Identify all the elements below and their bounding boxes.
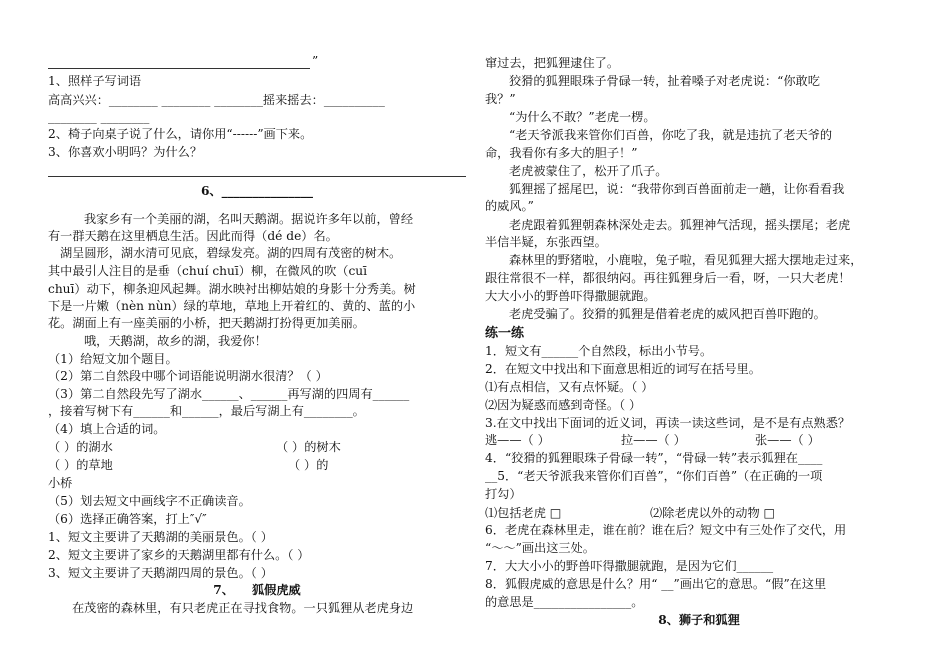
exercise-3-item-2: 拉——（ ） <box>621 433 686 447</box>
exercise-4: 4．“狡猾的狐狸眼珠子骨碌一转”，“骨碌一转”表示狐狸在____ <box>485 451 823 465</box>
section-6-question: （3）第二自然段先写了湖水______、______再写湖的四周有______ <box>48 387 410 401</box>
exercise-2-item-1: ⑴有点相信，又有点怀疑。（ ） <box>485 380 654 394</box>
paragraph-line: 其中最引人注目的是垂（chuí chuī）柳，在微风的吹（cuī <box>48 264 368 278</box>
question-3: 3、你喜欢小明吗？为什么？ <box>48 145 203 159</box>
fill-blank-grass: （ ）的草地 <box>48 458 113 472</box>
exercise-3: 3.在文中找出下面词的近义词，再读一读这些词，是不是有点熟悉？ <box>485 416 851 430</box>
divider <box>48 68 310 69</box>
exercise-5-option-1: ⑴包括老虎 □ <box>485 506 562 520</box>
exercise-2: 2．在短文中找出和下面意思相近的词写在括号里。 <box>485 362 761 376</box>
section-7-title <box>48 582 466 599</box>
exercise-5: __5．“老天爷派我来管你们百兽”，“你们百兽”（在正确的一项 <box>485 469 823 483</box>
fill-blank-lake: （ ）的湖水 <box>48 440 113 454</box>
question-1-line-2: ________ ________ <box>48 110 150 124</box>
story-line: 的威风。” <box>485 199 534 213</box>
fill-blank-trees: （ ）的树木 <box>276 440 341 454</box>
fill-blank-bridge: （ ）的 <box>288 458 329 472</box>
choice-option: 3、短文主要讲了天鹅湖四周的景色。（ ） <box>48 566 273 580</box>
paragraph-line: 我家乡有一个美丽的湖，名叫天鹅湖。据说许多年以前，曾经 <box>84 212 414 226</box>
section-6-title: 6、_______________ <box>200 184 314 198</box>
story-line: 命，我看你有多大的胆子！” <box>485 146 638 160</box>
question-2: 2、椅子向桌子说了什么，请你用“------”画下来。 <box>48 127 313 141</box>
story-line: 老虎跟着狐狸朝森林深处走去。狐狸神气活现，摇头摆尾；老虎 <box>509 218 851 232</box>
story-line: 窜过去，把狐狸逮住了。 <box>485 56 620 70</box>
story-line: “老天爷派我来管你们百兽，你吃了我，就是违抗了老天爷的 <box>509 128 833 142</box>
section-6-question: （2）第二自然段中哪个词语能说明湖水很清？（ ） <box>48 369 328 383</box>
paragraph-line: 湖呈圆形，湖水清可见底，碧绿发亮。湖的四周有茂密的树木。 <box>60 246 402 260</box>
exercise-1: 1．短文有______个自然段，标出小节号。 <box>485 344 713 358</box>
choice-option: 1、短文主要讲了天鹅湖的美丽景色。（ ） <box>48 530 273 544</box>
section-6-question: （5）划去短文中画线字不正确读音。 <box>48 494 251 508</box>
exercise-6: 6．老虎在森林里走，谁在前？谁在后？短文中有三处作了交代，用 <box>485 523 847 537</box>
exercise-5-option-2: ⑵除老虎以外的动物 □ <box>650 506 776 520</box>
story-line: 老虎被蒙住了，松开了爪子。 <box>509 164 668 178</box>
paragraph-line: 花。湖面上有一座美丽的小桥，把天鹅湖打扮得更加美丽。 <box>48 316 365 330</box>
story-line: 森林里的野猪啦，小鹿啦，兔子啦，看见狐狸大摇大摆地走过来， <box>509 253 863 267</box>
story-line: 老虎受骗了。狡猾的狐狸是借着老虎的威风把百兽吓跑的。 <box>509 307 826 321</box>
paragraph-line: chuī）动下，柳条迎风起舞。湖水映衬出柳姑娘的身影十分秀美。树 <box>48 282 416 296</box>
fill-blank-bridge-end: 小桥 <box>48 476 73 490</box>
closing-quote: ” <box>312 54 319 68</box>
story-line: 我？” <box>485 92 516 106</box>
paragraph-line: 下是一片嫩（nèn nùn）绿的草地，草地上开着红的、黄的、蓝的小 <box>48 299 416 313</box>
section-6-question: （1）给短文加个题目。 <box>48 352 178 366</box>
section-6-question: （4）填上合适的词。 <box>48 422 166 436</box>
section-8-title: 8、狮子和狐狸 <box>658 613 740 627</box>
section-7-name: 狐假虎威 <box>251 583 301 597</box>
exercise-8: 8．狐假虎威的意思是什么？用“ __”画出它的意思。“假”在这里 <box>485 577 827 591</box>
practice-heading: 练一练 <box>485 326 525 341</box>
paragraph-line: 在茂密的森林里，有只老虎正在寻找食物。一只狐狸从老虎身边 <box>72 601 414 615</box>
exercise-3-item-3: 张——（ ） <box>755 433 820 447</box>
story-line: 狐狸摇了摇尾巴，说：“我带你到百兽面前走一趟，让你看看我 <box>509 182 845 196</box>
exercise-3-item-1: 逃——（ ） <box>485 433 550 447</box>
paragraph-line: 有一群天鹅在这里栖息生活。因此而得（dé de）名。 <box>48 229 338 243</box>
divider <box>48 176 466 177</box>
exercise-5-cont: 打勾） <box>485 487 522 501</box>
story-line: 大大小小的野兽吓得撒腿就跑。 <box>485 289 656 303</box>
choice-option: 2、短文主要讲了家乡的天鹅湖里都有什么。（ ） <box>48 548 310 562</box>
exercise-2-item-2: ⑵因为疑惑而感到奇怪。（ ） <box>485 398 642 412</box>
question-1: 1、照样子写词语 <box>48 74 142 88</box>
story-line: 狡猾的狐狸眼珠子骨碌一转，扯着嗓子对老虎说：“你敢吃 <box>509 74 820 88</box>
story-line: 跟往常很不一样，都很纳闷。再往狐狸身后一看，呀，一只大老虎！ <box>485 271 851 285</box>
section-7-number: 7、 <box>213 583 234 597</box>
story-line: 半信半疑，东张西望。 <box>485 235 607 249</box>
question-1-line-1: 高高兴兴：________ ________ ________摇来摇去：__________ <box>48 93 385 107</box>
exercise-6-cont: “～～”画出这三处。 <box>485 541 595 555</box>
exercise-7: 7．大大小小的野兽吓得撒腿就跑，是因为它们______ <box>485 559 774 573</box>
exercise-8-cont: 的意思是________________。 <box>485 595 644 609</box>
story-line: “为什么不敢？”老虎一楞。 <box>509 110 656 124</box>
paragraph-line: 哦，天鹅湖，故乡的湖，我爱你！ <box>84 334 267 348</box>
section-6-question: ，接着写树下有______和______，最后写湖上有________。 <box>48 404 365 418</box>
section-6-question: （6）选择正确答案，打上″√″ <box>48 512 207 526</box>
